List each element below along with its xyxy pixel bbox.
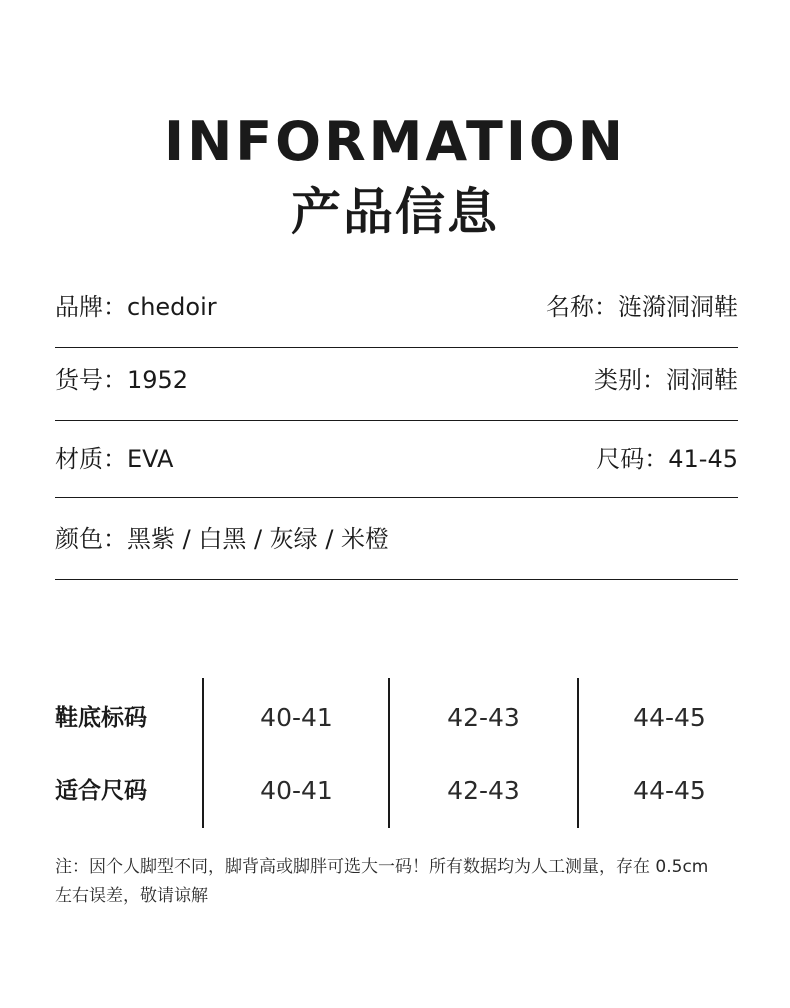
title-english: INFORMATION [163,110,627,173]
note-line-2: 左右误差，敬请谅解 [55,886,208,906]
info-row-material-size [55,444,738,474]
info-row-item-category [55,365,738,395]
product-name-text: 名称：涟漪洞洞鞋 [546,293,738,321]
row-label-fit-size: 适合尺码 [55,778,147,804]
category-text: 类别：洞洞鞋 [594,366,738,394]
colors-text: 颜色：黑紫 / 白黑 / 灰绿 / 米橙 [55,525,390,553]
item-number-text: 货号：1952 [55,366,189,394]
table-cell: 42-43 [447,703,520,732]
table-cell: 40-41 [260,776,333,805]
title-chinese: 产品信息 [291,183,499,241]
divider-2 [55,420,738,421]
table-cell: 40-41 [260,703,333,732]
size-table [55,678,738,828]
divider-4 [55,579,738,580]
size-range-text: 尺码：41-45 [596,445,738,473]
table-cell: 44-45 [633,776,706,805]
note-line-1: 注：因个人脚型不同，脚背高或脚胖可选大一码！所有数据均为人工测量，存在 0.5cm [55,857,709,877]
table-cell: 42-43 [447,776,520,805]
info-row-brand-name [55,292,738,322]
row-label-sole-size: 鞋底标码 [55,705,147,731]
divider-1 [55,347,738,348]
divider-3 [55,497,738,498]
brand-text: 品牌：chedoir [55,293,217,321]
material-text: 材质：EVA [55,445,174,473]
table-cell: 44-45 [633,703,706,732]
info-row-colors [55,524,738,554]
